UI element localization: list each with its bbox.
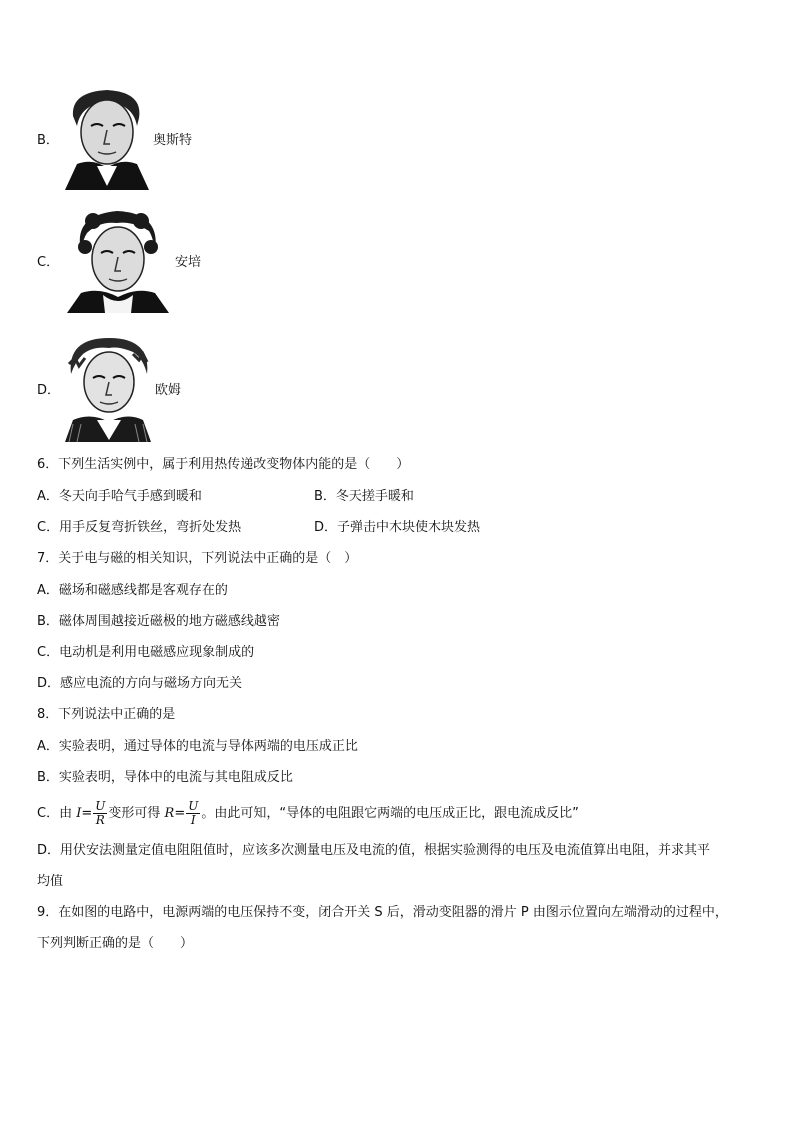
option-d-row (37, 334, 181, 442)
scientist-name: 奥斯特 (153, 132, 193, 148)
q7-option-d: D．感应电流的方向与磁场方向无关 (37, 676, 243, 691)
formula-r: R (164, 806, 175, 821)
option-letter: B． (37, 132, 59, 148)
q7-stem: 7．关于电与磁的相关知识，下列说法中正确的是（ ） (37, 551, 358, 566)
q8-option-d-line2: 均值 (37, 874, 64, 889)
option-letter: D． (37, 382, 61, 398)
fraction-u-over-r (93, 800, 107, 827)
option-c-row (37, 207, 201, 313)
q8-stem: 8．下列说法中正确的是 (37, 707, 176, 722)
portrait-ohm-icon (63, 334, 153, 442)
fraction-numerator: U (188, 799, 199, 813)
fraction-u-over-i (186, 800, 200, 827)
q8-option-a: A．实验表明，通过导体的电流与导体两端的电压成正比 (37, 739, 358, 754)
formula-eq: = (81, 806, 93, 821)
option-b-row (37, 86, 192, 190)
q8-c-mid: 变形可得 (108, 806, 165, 821)
q6-option-d: D．子弹击中木块使木块发热 (314, 520, 481, 535)
scientist-name: 安培 (175, 254, 202, 270)
q6-option-a: A．冬天向手哈气手感到暖和 (37, 489, 202, 504)
q8-c-suffix: 。由此可知，“导体的电阻跟它两端的电压成正比，跟电流成反比” (201, 806, 579, 821)
formula-i: I (76, 806, 82, 821)
q6-stem: 6．下列生活实例中，属于利用热传递改变物体内能的是（ ） (37, 457, 410, 472)
fraction-denominator: I (190, 813, 196, 827)
q7-option-b: B．磁体周围越接近磁极的地方磁感线越密 (37, 614, 280, 629)
q9-stem-line2: 下列判断正确的是（ ） (37, 936, 194, 951)
q6-option-b: B．冬天搓手暖和 (314, 489, 414, 504)
option-letter: C． (37, 254, 60, 270)
formula-eq2: = (174, 806, 186, 821)
fraction-numerator: U (95, 799, 106, 813)
q8-option-c (37, 796, 579, 832)
q8-option-b: B．实验表明，导体中的电流与其电阻成反比 (37, 770, 293, 785)
q8-option-d-line1: D．用伏安法测量定值电阻阻值时，应该多次测量电压及电流的值，根据实验测得的电压及电流值算出电阻，并求其平 (37, 843, 711, 858)
q9-stem-line1: 9．在如图的电路中，电源两端的电压保持不变，闭合开关 S 后，滑动变阻器的滑片 P 由图示位置向左端滑动的过程中， (37, 905, 728, 920)
scientist-name: 欧姆 (155, 382, 182, 398)
q7-option-a: A．磁场和磁感线都是客观存在的 (37, 583, 228, 598)
portrait-oersted-icon (63, 86, 151, 190)
portrait-ampere-icon (63, 207, 173, 313)
fraction-denominator: R (95, 813, 105, 827)
q7-option-c: C．电动机是利用电磁感应现象制成的 (37, 645, 255, 660)
q6-option-c: C．用手反复弯折铁丝，弯折处发热 (37, 520, 242, 535)
q8-c-prefix: C．由 (37, 806, 77, 821)
